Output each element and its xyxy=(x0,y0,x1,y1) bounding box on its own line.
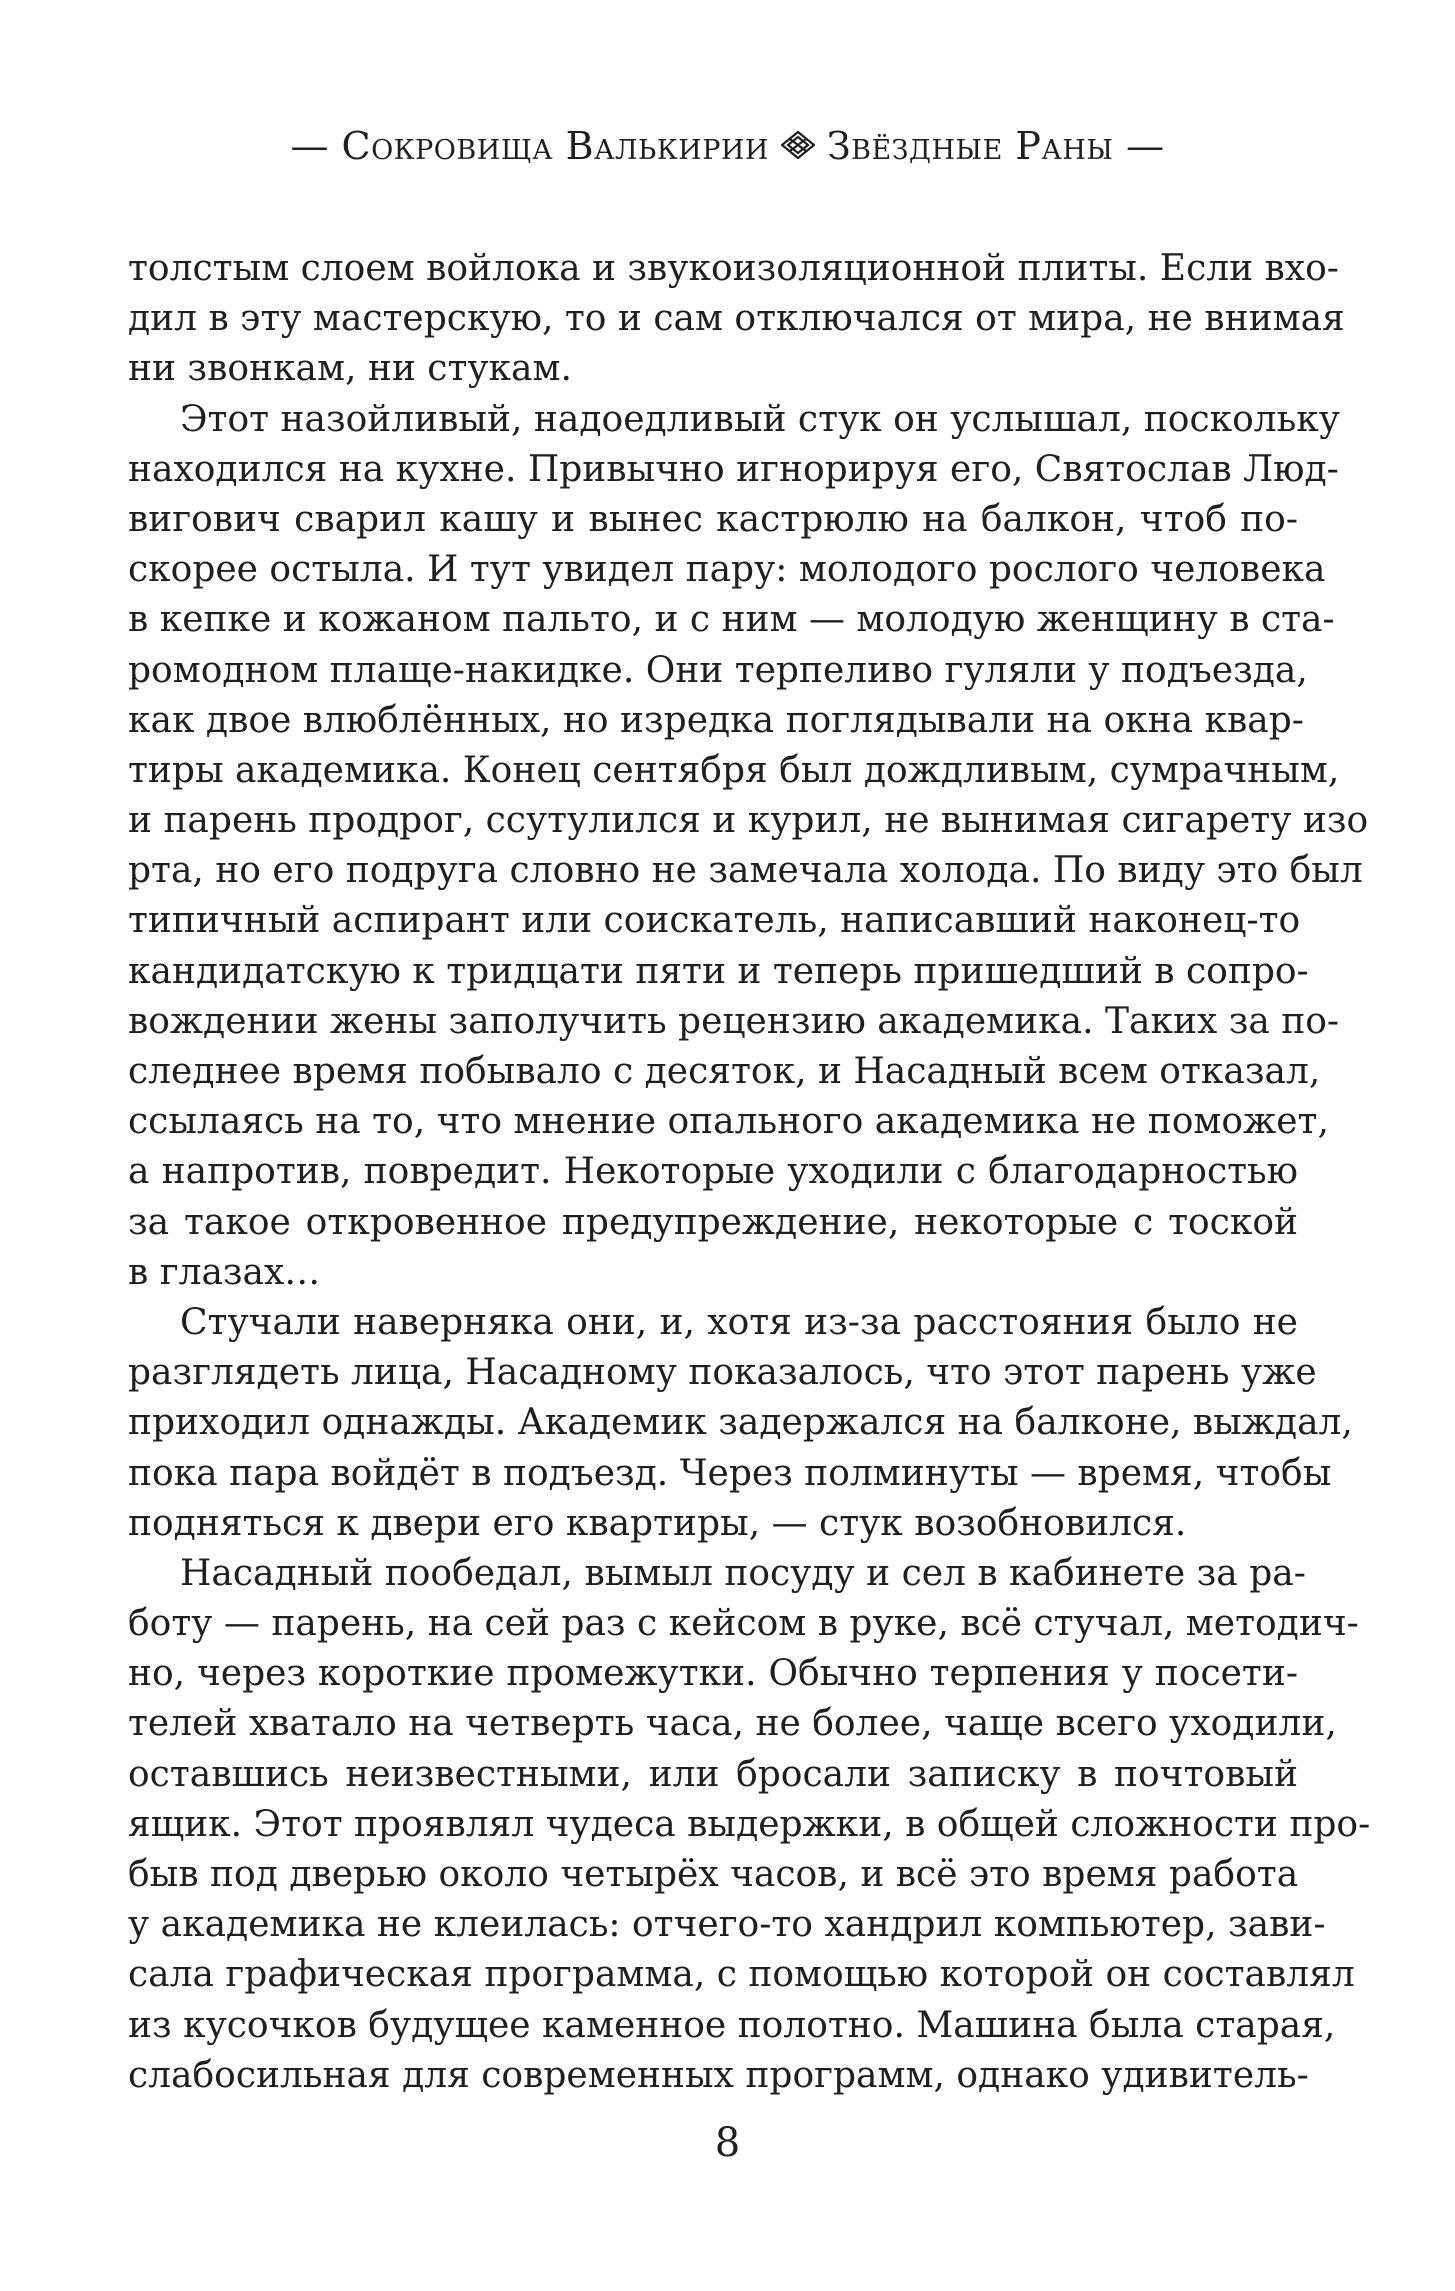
text-line: пока пара войдёт в подъезд. Через полминуты — время, чтобы xyxy=(128,1452,1332,1494)
text-line: у академика не клеилась: отчего-то хандрил компьютер, зави- xyxy=(128,1904,1326,1946)
text-line: боту — парень, на сей раз с кейсом в руке, всё стучал, методич- xyxy=(128,1603,1359,1645)
text-line: слабосильная для современных программ, однако удивитель- xyxy=(128,2054,1309,2096)
text-line: оставшись неизвестными, или бросали записку в почтовый xyxy=(128,1753,1298,1795)
header-series-title: Звёздные Раны — xyxy=(826,124,1165,168)
text-line: подняться к двери его квартиры, — стук возобновился. xyxy=(128,1502,1187,1544)
text-line: разглядеть лица, Насадному показалось, что этот парень уже xyxy=(128,1352,1317,1394)
text-line: рта, но его подруга словно не замечала холода. По виду это был xyxy=(128,850,1363,892)
text-line: но, через короткие промежутки. Обычно терпения у посети- xyxy=(128,1653,1298,1695)
paragraph xyxy=(128,244,1345,395)
page-text xyxy=(128,244,1371,2101)
paragraph xyxy=(128,395,1369,1298)
running-header xyxy=(0,122,1455,174)
text-line: и парень продрог, ссутулился и курил, не вынимая сигарету изо xyxy=(128,800,1369,842)
text-line: ни звонкам, ни стукам. xyxy=(128,348,572,390)
text-line: ромодном плаще-накидке. Они терпеливо гуляли у подъезда, xyxy=(128,649,1308,691)
text-line: вождении жены заполучить рецензию академика. Таких за по- xyxy=(128,1000,1340,1042)
text-line: следнее время побывало с десяток, и Насадный всем отказал, xyxy=(128,1051,1321,1092)
text-line: телей хватало на четверть часа, не более, чаще всего уходили, xyxy=(128,1703,1337,1745)
text-line: дил в эту мастерскую, то и сам отключался от мира, не внимая xyxy=(128,298,1345,340)
text-line: скорее остыла. И тут увидел пару: молодого рослого человека xyxy=(128,549,1326,591)
text-line: сала графическая программа, с помощью которой он составлял xyxy=(128,1954,1355,1996)
text-line: ящик. Этот проявлял чудеса выдержки, в общей сложности про- xyxy=(128,1803,1371,1845)
text-line: типичный аспирант или соискатель, написавший наконец-то xyxy=(128,900,1301,942)
text-line: в глазах… xyxy=(128,1251,321,1293)
text-line: как двое влюблённых, но изредка поглядывали на окна квар- xyxy=(128,699,1304,741)
text-line: в кепке и кожаном пальто, и с ним — молодую женщину в ста- xyxy=(128,599,1335,641)
text-line: быв под дверью около четырёх часов, и всё это время работа xyxy=(128,1854,1299,1895)
text-line: за такое откровенное предупреждение, некоторые с тоской xyxy=(128,1201,1298,1243)
text-line: а напротив, повредит. Некоторые уходили с благодарностью xyxy=(128,1151,1298,1193)
header-book-title: — Сокровища Валькирии xyxy=(290,124,769,168)
text-line: ссылаясь на то, что мнение опального академика не поможет, xyxy=(128,1101,1329,1143)
text-line: толстым слоем войлока и звукоизоляционной плиты. Если вхо- xyxy=(128,248,1339,289)
text-line: Стучали наверняка они, и, хотя из-за расстояния было не xyxy=(180,1301,1298,1343)
text-line: тиры академика. Конец сентября был дождливым, сумрачным, xyxy=(128,749,1340,791)
text-line: Насадный пообедал, вымыл посуду и сел в кабинете за ра- xyxy=(180,1552,1306,1594)
text-line: из кусочков будущее каменное полотно. Машина была старая, xyxy=(128,2004,1336,2046)
text-line: кандидатскую к тридцати пяти и теперь пришедший в сопро- xyxy=(128,950,1309,992)
text-line: Этот назойливый, надоедливый стук он услышал, поскольку xyxy=(180,398,1340,440)
text-line: вигович сварил кашу и вынес кастрюлю на балкон, чтоб по- xyxy=(128,498,1298,540)
text-line: находился на кухне. Привычно игнорируя его, Святослав Люд- xyxy=(128,448,1339,490)
paragraph xyxy=(128,1549,1371,2101)
paragraph xyxy=(128,1298,1353,1549)
page-number: 8 xyxy=(714,2120,741,2166)
text-line: приходил однажды. Академик задержался на балконе, выждал, xyxy=(128,1402,1353,1444)
diamond-knot-ornament-icon xyxy=(781,122,815,170)
